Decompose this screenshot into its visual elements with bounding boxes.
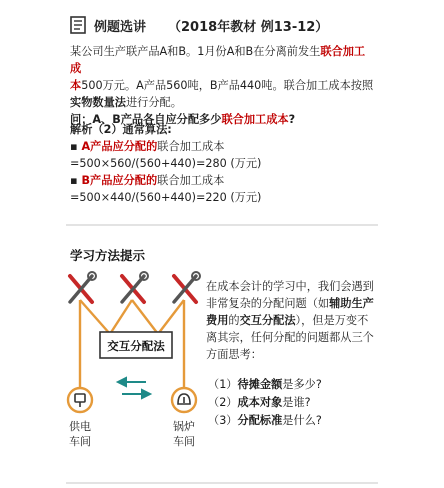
right-dept-line2: 车间 — [173, 435, 195, 448]
analysis-title: 解析（2）通常算法: — [70, 123, 172, 136]
example-subtitle: （2018年教材 例13-12） — [168, 19, 329, 35]
example-header — [70, 14, 328, 36]
tools-icon-left — [70, 272, 96, 302]
left-dept-line1: 供电 — [69, 420, 91, 433]
divider — [66, 224, 378, 226]
list-item: （1）待摊金额是多少? — [208, 378, 322, 391]
method-paragraph: 在成本会计的学习中，我们会遇到非常复杂的分配问题（如辅助生产费用的交互分配法），但是万变不离其宗，任何分配的问题都从三个方面思考： — [206, 280, 374, 361]
formula-a: =500×560/(560+440)=280 (万元) — [70, 157, 262, 170]
problem-text: 某公司生产联产品A和B。1月份A和B在分离前发生联合加工成 本500万元。A产品560吨，B产品440吨。联合加工成本按照 实物数量法进行分配。 问：A、B产品各自应分配多少联合加工成本? — [70, 43, 376, 128]
right-dept-line1: 锅炉 — [173, 420, 195, 433]
method-list — [208, 376, 378, 430]
analysis-block: 解析（2）通常算法: ▪ A产品应分配的联合加工成本 =500×560/(560+440)=280 (万元) ▪ B产品应分配的联合加工成本 =500×440/(560+440)=220 (万元) — [70, 121, 376, 206]
tools-icon-right — [174, 272, 200, 302]
list-item: （3）分配标准是什么? — [208, 414, 322, 427]
formula-b: =500×440/(560+440)=220 (万元) — [70, 191, 262, 204]
exchange-arrows-icon — [118, 378, 150, 398]
bottom-divider — [66, 482, 378, 484]
method-card — [66, 236, 378, 480]
example-title: 例题选讲 — [94, 19, 147, 35]
document-icon — [70, 16, 86, 34]
allocation-diagram — [66, 270, 202, 480]
center-box-label: 交互分配法 — [107, 339, 165, 353]
method-title: 学习方法提示 — [70, 248, 146, 263]
tools-icon-middle — [122, 272, 148, 302]
left-dept-line2: 车间 — [69, 435, 91, 448]
example-card — [66, 8, 378, 223]
list-item: （2）成本对象是谁? — [208, 396, 311, 409]
question-line: 问：A、B产品各自应分配多少联合加工成本? — [70, 113, 296, 126]
